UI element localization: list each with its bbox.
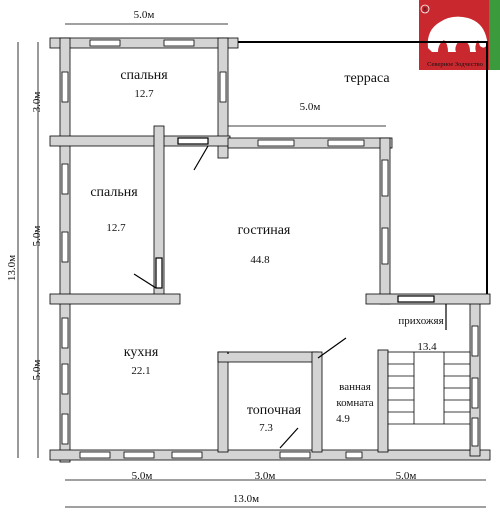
room-area-bedroom-top: 12.7 xyxy=(134,88,154,100)
door-swing xyxy=(318,338,346,358)
dim-bottom-left: 5.0м xyxy=(131,470,153,482)
wall-bottom xyxy=(50,450,490,460)
logo-green-band xyxy=(489,0,500,70)
door-swing xyxy=(280,428,298,448)
room-name-bedroom-mid: спальня xyxy=(90,185,138,200)
wall-furnace-right xyxy=(312,352,322,452)
door-frame xyxy=(398,296,434,302)
window xyxy=(62,232,68,262)
window xyxy=(62,164,68,194)
room-name-living: гостиная xyxy=(237,223,291,238)
room-name-kitchen: кухня xyxy=(123,345,159,360)
window xyxy=(382,160,388,196)
wall-living-top xyxy=(228,138,392,148)
room-name-furnace: топочная xyxy=(246,403,302,418)
window xyxy=(472,418,478,446)
door-frame xyxy=(178,138,208,144)
window xyxy=(62,414,68,444)
dim-top-width: 5.0м xyxy=(133,9,155,21)
room-area-kitchen: 22.1 xyxy=(131,365,151,377)
wall-top xyxy=(50,38,238,48)
dim-left-total: 13.0м xyxy=(6,254,18,282)
dim-left-bottom: 5.0м xyxy=(31,359,43,381)
window xyxy=(80,452,110,458)
room-area-bedroom-mid: 12.7 xyxy=(106,222,126,234)
window xyxy=(472,378,478,408)
window xyxy=(328,140,364,146)
window xyxy=(164,40,194,46)
room-name-hallway: прихожяя xyxy=(398,315,444,327)
room-name-bathroom-line2: комната xyxy=(336,397,374,409)
window xyxy=(172,452,202,458)
room-name-terrace: терраса xyxy=(344,71,390,86)
window xyxy=(382,228,388,264)
window xyxy=(346,452,362,458)
window xyxy=(62,364,68,394)
window xyxy=(258,140,294,146)
registered-mark-text: ® xyxy=(422,7,428,14)
room-area-furnace: 7.3 xyxy=(259,422,273,434)
dim-terrace-width: 5.0м xyxy=(299,101,321,113)
logo-caption: Северное Зодчество xyxy=(427,61,483,68)
window xyxy=(472,326,478,356)
dim-left-mid: 5.0м xyxy=(31,225,43,247)
room-area-living: 44.8 xyxy=(250,254,270,266)
window xyxy=(124,452,154,458)
dim-bottom-mid: 3.0м xyxy=(254,470,276,482)
dim-bottom-right: 5.0м xyxy=(395,470,417,482)
room-area-bathroom: 4.9 xyxy=(336,413,350,425)
window xyxy=(62,318,68,348)
door-frame xyxy=(156,258,162,288)
door-swing xyxy=(134,274,156,288)
dim-left-top: 3.0м xyxy=(31,91,43,113)
room-name-bathroom-line1: ванная xyxy=(339,381,371,393)
room-name-bedroom-top: спальня xyxy=(120,68,168,83)
room-area-hallway: 13.4 xyxy=(417,341,437,353)
window xyxy=(280,452,310,458)
wall-furnace-left xyxy=(218,352,228,452)
window xyxy=(62,72,68,102)
wall-bath-right xyxy=(378,350,388,452)
window xyxy=(90,40,120,46)
stair-block xyxy=(388,352,470,450)
staircase xyxy=(388,352,470,450)
wall-furnace-top xyxy=(218,352,318,362)
wall-kitchen-top xyxy=(50,294,180,304)
window xyxy=(220,72,226,102)
dim-bottom-total: 13.0м xyxy=(232,493,260,505)
door-swing xyxy=(194,146,208,170)
